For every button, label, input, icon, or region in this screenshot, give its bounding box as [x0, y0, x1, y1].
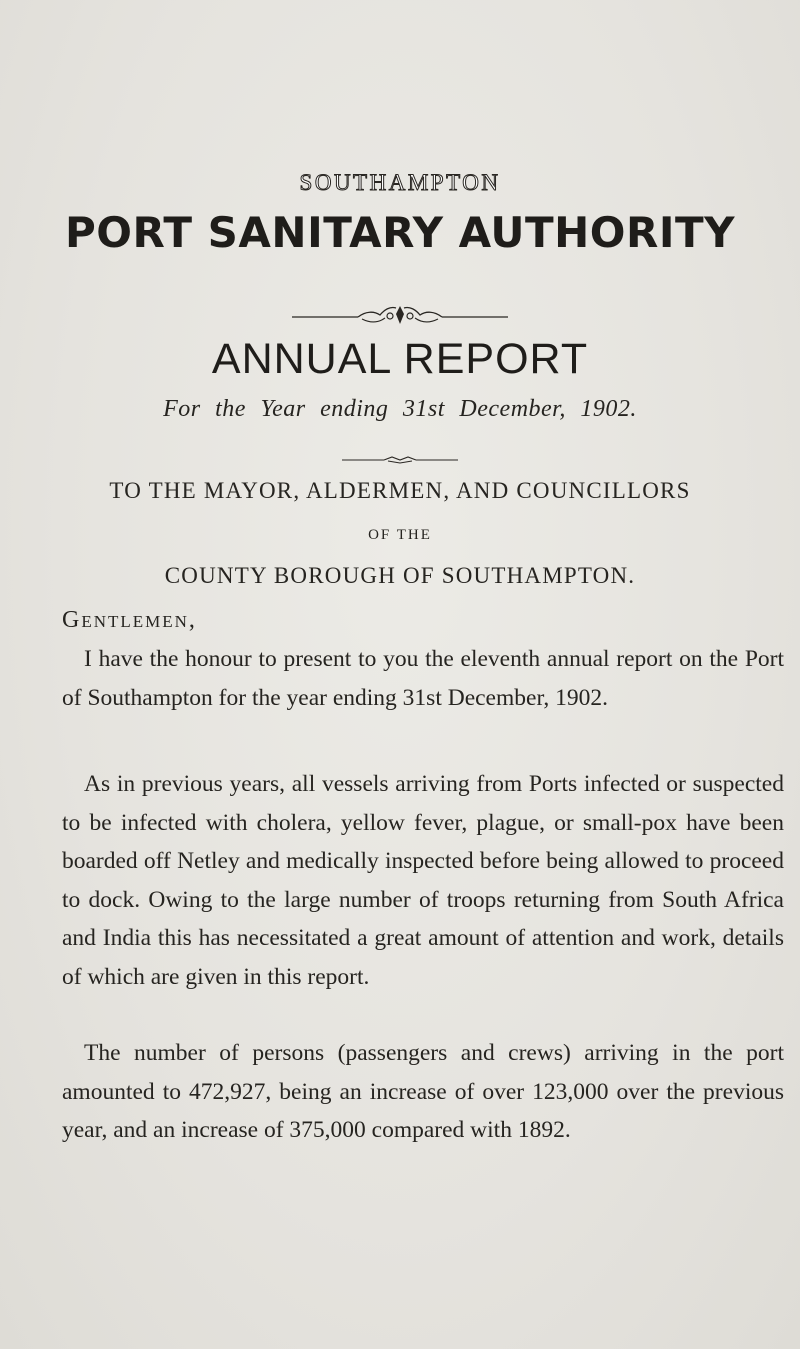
report-title: ANNUAL REPORT	[211, 335, 589, 383]
authority-heading: PORT SANITARY AUTHORITY	[64, 208, 736, 257]
addressee-line-1: TO THE MAYOR, ALDERMEN, AND COUNCILLORS	[109, 478, 691, 503]
rule-divider-icon	[340, 454, 460, 466]
paragraph-3: The number of persons (passengers and crews) arriving in the port amounted to 472,927, being an increase of over 123,000 over the previous year, and an increase of 375,000 compared with 1892.	[62, 1040, 784, 1143]
city-heading: SOUTHAMPTON	[299, 170, 501, 195]
paragraph-1: I have the honour to present to you the eleventh annual report on the Port of Southampton for the year ending 31st December, 1902.	[62, 646, 784, 711]
addressee-line-3: COUNTY BOROUGH OF SOUTHAMPTON.	[164, 563, 636, 588]
salutation: Gentlemen,	[62, 607, 197, 633]
report-subtitle: For the Year ending 31st December, 1902.	[163, 396, 637, 422]
addressee-line-2: OF THE	[368, 527, 432, 543]
paragraph-2: As in previous years, all vessels arriving from Ports infected or suspected to be infected with cholera, yellow fever, plague, or small-pox have been boarded off Netley and medically inspected before being allowed to proceed to dock. Owing to the large number of troops returning from South Africa and India this has necessitated a great amount of attention and work, details of which are given in this report.	[62, 771, 784, 990]
decorative-flourish-icon	[290, 302, 510, 328]
